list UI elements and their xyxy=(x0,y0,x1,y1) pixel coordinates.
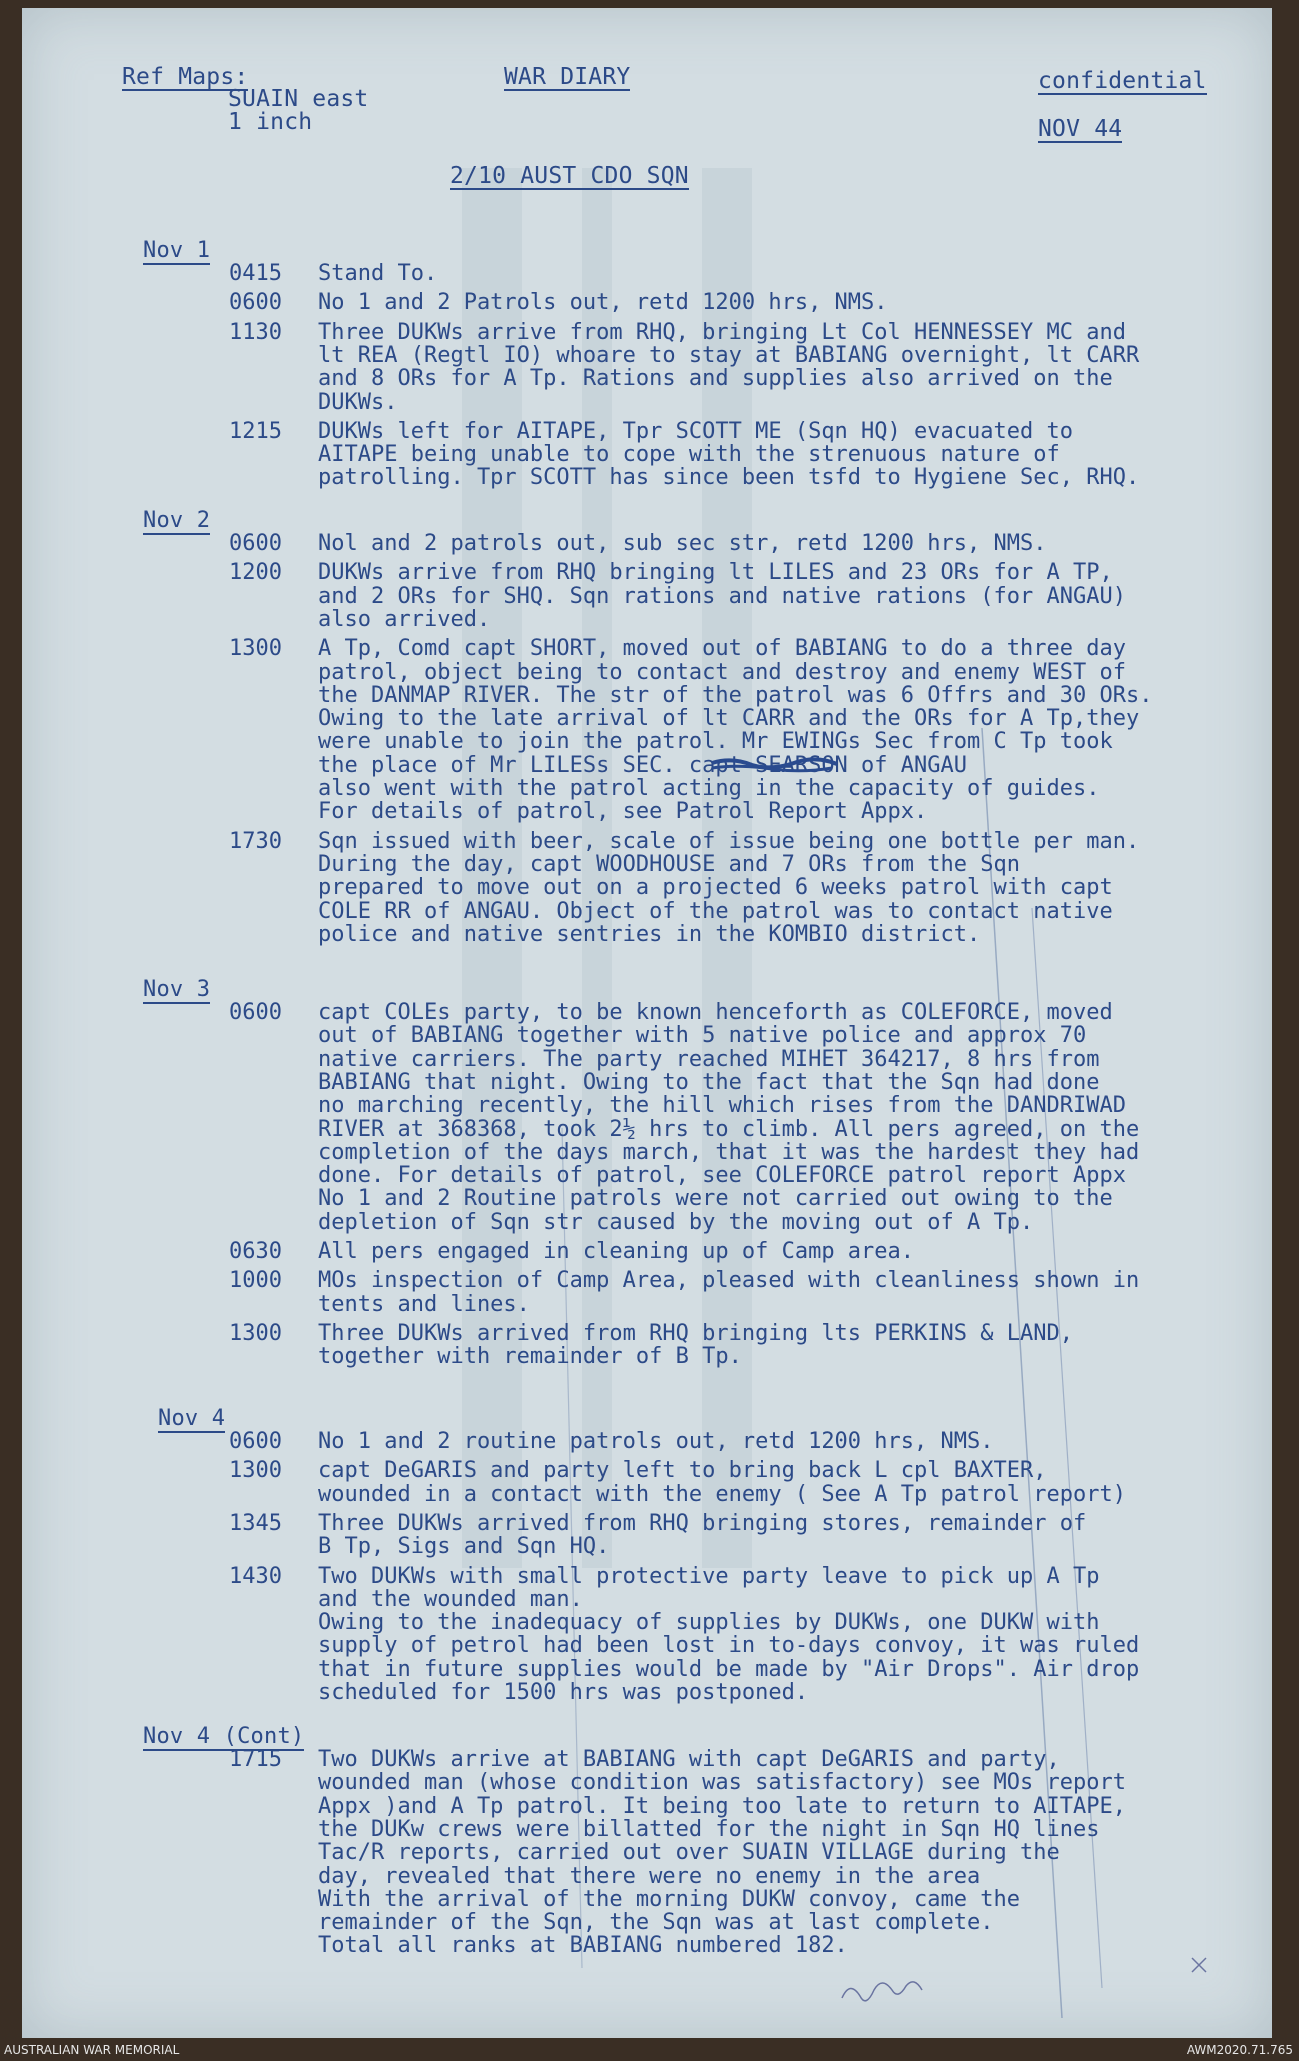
entry-date: Nov 3 xyxy=(143,977,211,1002)
entry-text-line: no marching recently, the hill which rises from the DANDRIWAD xyxy=(318,1093,1126,1119)
entry-text-line: Three DUKWs arrived from RHQ bringing lts PERKINS & LAND, xyxy=(318,1320,1073,1346)
entry-time: 0600 xyxy=(229,1429,282,1454)
entry-text-line: Two DUKWs arrive at BABIANG with capt DeGARIS and party, xyxy=(318,1747,1060,1772)
entry-text-line: wounded in a contact with the enemy ( See A Tp patrol report) xyxy=(318,1481,1126,1507)
entry-text-line: scheduled for 1500 hrs was postponed. xyxy=(318,1680,809,1705)
entry-text-line: together with remainder of B Tp. xyxy=(318,1344,742,1370)
entry-text-line: Three DUKWs arrived from RHQ bringing stores, remainder of xyxy=(318,1510,1087,1536)
entry-time: 1000 xyxy=(229,1268,282,1294)
footer-right: AWM2020.71.765 xyxy=(1186,2043,1293,2057)
entry-text-line: Owing to the inadequacy of supplies by DUKWs, one DUKW with xyxy=(318,1610,1100,1636)
entry-text-line: AITAPE being unable to cope with the strenuous nature of xyxy=(318,442,1060,468)
entry-date: Nov 4 (Cont) xyxy=(143,1724,305,1749)
entry-text-line: DUKWs left for AITAPE, Tpr SCOTT ME (Sqn HQ) evacuated to xyxy=(318,418,1073,444)
entry-text-line: Total all ranks at BABIANG numbered 182. xyxy=(318,1933,848,1959)
entry-text-line: MOs inspection of Camp Area, pleased with cleanliness shown in xyxy=(318,1268,1140,1294)
entry-text-line: No 1 and 2 routine patrols out, retd 1200 hrs, NMS. xyxy=(318,1429,994,1454)
document-title: WAR DIARY xyxy=(504,64,631,90)
entry-text-line: Two DUKWs with small protective party leave to pick up A Tp xyxy=(318,1563,1100,1589)
entry-text-line: With the arrival of the morning DUKW convoy, came the xyxy=(318,1886,1020,1912)
map-name: SUAIN east xyxy=(228,86,369,112)
entry-time: 0630 xyxy=(229,1239,282,1264)
entry-date: Nov 1 xyxy=(143,238,211,263)
entry-text-line: During the day, capt WOODHOUSE and 7 ORs from the Sqn xyxy=(318,851,1020,877)
entry-text-line: supply of petrol had been lost in to-days convoy, it was ruled xyxy=(318,1633,1140,1659)
entry-text-line: Stand To. xyxy=(318,261,438,286)
entry-text-line: COLE RR of ANGAU. Object of the patrol was to contact native xyxy=(318,898,1113,924)
entry-text-line: the place of Mr LILESs SEC. capt SEARSON of ANGAU xyxy=(318,752,968,778)
entry-text-line: wounded man (whose condition was satisfactory) see MOs report xyxy=(318,1770,1126,1796)
entry-text-line: Three DUKWs arrive from RHQ, bringing Lt Col HENNESSEY MC and xyxy=(318,319,1126,345)
entry-text-line: also went with the patrol acting in the capacity of guides. xyxy=(318,776,1100,801)
entry-text-line: police and native sentries in the KOMBIO district. xyxy=(318,921,981,947)
entry-text-line: and 8 ORs for A Tp. Rations and supplies also arrived on the xyxy=(318,366,1113,392)
ref-maps-label: Ref Maps: xyxy=(122,64,249,90)
entry-date: Nov 2 xyxy=(143,508,211,533)
entry-text-line: tents and lines. xyxy=(318,1291,530,1317)
entry-text-line: DUKWs. xyxy=(318,389,398,415)
pen-initials xyxy=(842,1982,922,2001)
period-label: NOV 44 xyxy=(1038,116,1123,142)
entry-text-line: No 1 and 2 Patrols out, retd 1200 hrs, NMS. xyxy=(318,290,888,316)
entry-text-line: A Tp, Comd capt SHORT, moved out of BABIANG to do a three day xyxy=(318,636,1126,662)
paper-crease xyxy=(562,1128,582,1968)
entry-time: 1715 xyxy=(229,1747,282,1772)
entry-text-line: lt REA (Regtl IO) whoare to stay at BABIANG overnight, lt CARR xyxy=(318,342,1140,368)
document-page xyxy=(22,8,1272,2038)
entry-time: 0600 xyxy=(229,290,282,316)
entry-text-line: native carriers. The party reached MIHET 364217, 8 hrs from xyxy=(318,1046,1100,1072)
entry-text-line: For details of patrol, see Patrol Report Appx. xyxy=(318,799,928,825)
entry-text-line: Owing to the late arrival of lt CARR and the ORs for A Tp,they xyxy=(318,706,1140,732)
entry-text-line: Sqn issued with beer, scale of issue being one bottle per man. xyxy=(318,828,1140,854)
footer-left: AUSTRALIAN WAR MEMORIAL xyxy=(4,2043,180,2057)
entry-time: 1300 xyxy=(229,1320,282,1346)
entry-time: 1130 xyxy=(229,319,282,345)
entry-text-line: and the wounded man. xyxy=(318,1586,583,1612)
entry-text-line: that in future supplies would be made by "Air Drops". Air drop xyxy=(318,1656,1140,1682)
pen-tick xyxy=(1192,1958,1206,1972)
entry-text-line: RIVER at 368368, took 2½ hrs to climb. All pers agreed, on the xyxy=(318,1116,1140,1142)
entry-text-line: Appx )and A Tp patrol. It being too late to return to AITAPE, xyxy=(318,1793,1126,1819)
entry-text-line: completion of the days march, that it was the hardest they had xyxy=(318,1139,1140,1165)
entry-time: 1215 xyxy=(229,418,282,444)
classification-label: confidential xyxy=(1038,68,1207,94)
paper-crease xyxy=(1032,908,1102,1988)
entry-text-line: BABIANG that night. Owing to the fact that the Sqn had done xyxy=(318,1069,1100,1095)
entry-time: 1345 xyxy=(229,1510,282,1536)
paper-crease xyxy=(982,728,1062,2018)
map-scale: 1 inch xyxy=(228,109,313,135)
entry-time: 0415 xyxy=(229,261,282,286)
entry-text-line: out of BABIANG together with 5 native police and approx 70 xyxy=(318,1023,1087,1049)
entry-date: Nov 4 xyxy=(158,1406,226,1431)
entry-text-line: No 1 and 2 Routine patrols were not carried out owing to the xyxy=(318,1186,1113,1212)
entry-text-line: patrol, object being to contact and destroy and enemy WEST of xyxy=(318,659,1126,685)
entry-text-line: remainder of the Sqn, the Sqn was at last complete. xyxy=(318,1910,994,1936)
entry-text-line: done. For details of patrol, see COLEFORCE patrol report Appx xyxy=(318,1163,1126,1189)
entry-text-line: were unable to join the patrol. Mr EWINGs Sec from C Tp took xyxy=(318,729,1113,755)
entry-text-line: DUKWs arrive from RHQ bringing lt LILES and 23 ORs for A TP, xyxy=(318,560,1113,586)
entry-text-line: prepared to move out on a projected 6 weeks patrol with capt xyxy=(318,875,1113,901)
entry-text-line: day, revealed that there were no enemy in the area xyxy=(318,1863,981,1889)
entry-time: 1200 xyxy=(229,560,282,586)
entry-text-line: patrolling. Tpr SCOTT has since been tsfd to Hygiene Sec, RHQ. xyxy=(318,465,1140,491)
entry-time: 0600 xyxy=(229,1000,282,1025)
entry-text-line: Nol and 2 patrols out, sub sec str, retd 1200 hrs, NMS. xyxy=(318,531,1047,556)
entry-text-line: depletion of Sqn str caused by the moving out of A Tp. xyxy=(318,1209,1034,1235)
entry-time: 1300 xyxy=(229,636,282,662)
entry-time: 1300 xyxy=(229,1458,282,1484)
entry-text-line: capt DeGARIS and party left to bring back L cpl BAXTER, xyxy=(318,1458,1047,1484)
entry-text-line: and 2 ORs for SHQ. Sqn rations and native rations (for ANGAU) xyxy=(318,583,1126,609)
entry-text-line: Tac/R reports, carried out over SUAIN VILLAGE during the xyxy=(318,1840,1060,1866)
entry-text-line: B Tp, Sigs and Sqn HQ. xyxy=(318,1534,610,1560)
entry-time: 1430 xyxy=(229,1563,282,1589)
entry-text-line: capt COLEs party, to be known henceforth as COLEFORCE, moved xyxy=(318,1000,1113,1025)
entry-text-line: the DANMAP RIVER. The str of the patrol was 6 Offrs and 30 ORs. xyxy=(318,682,1153,708)
entry-time: 0600 xyxy=(229,531,282,556)
handwritten-marks xyxy=(22,8,1272,2038)
entry-text-line: also arrived. xyxy=(318,606,491,632)
entry-time: 1730 xyxy=(229,828,282,854)
entry-text-line: All pers engaged in cleaning up of Camp area. xyxy=(318,1239,915,1264)
unit-title: 2/10 AUST CDO SQN xyxy=(450,163,689,189)
entry-text-line: the DUKw crews were billatted for the night in Sqn HQ lines xyxy=(318,1816,1100,1842)
